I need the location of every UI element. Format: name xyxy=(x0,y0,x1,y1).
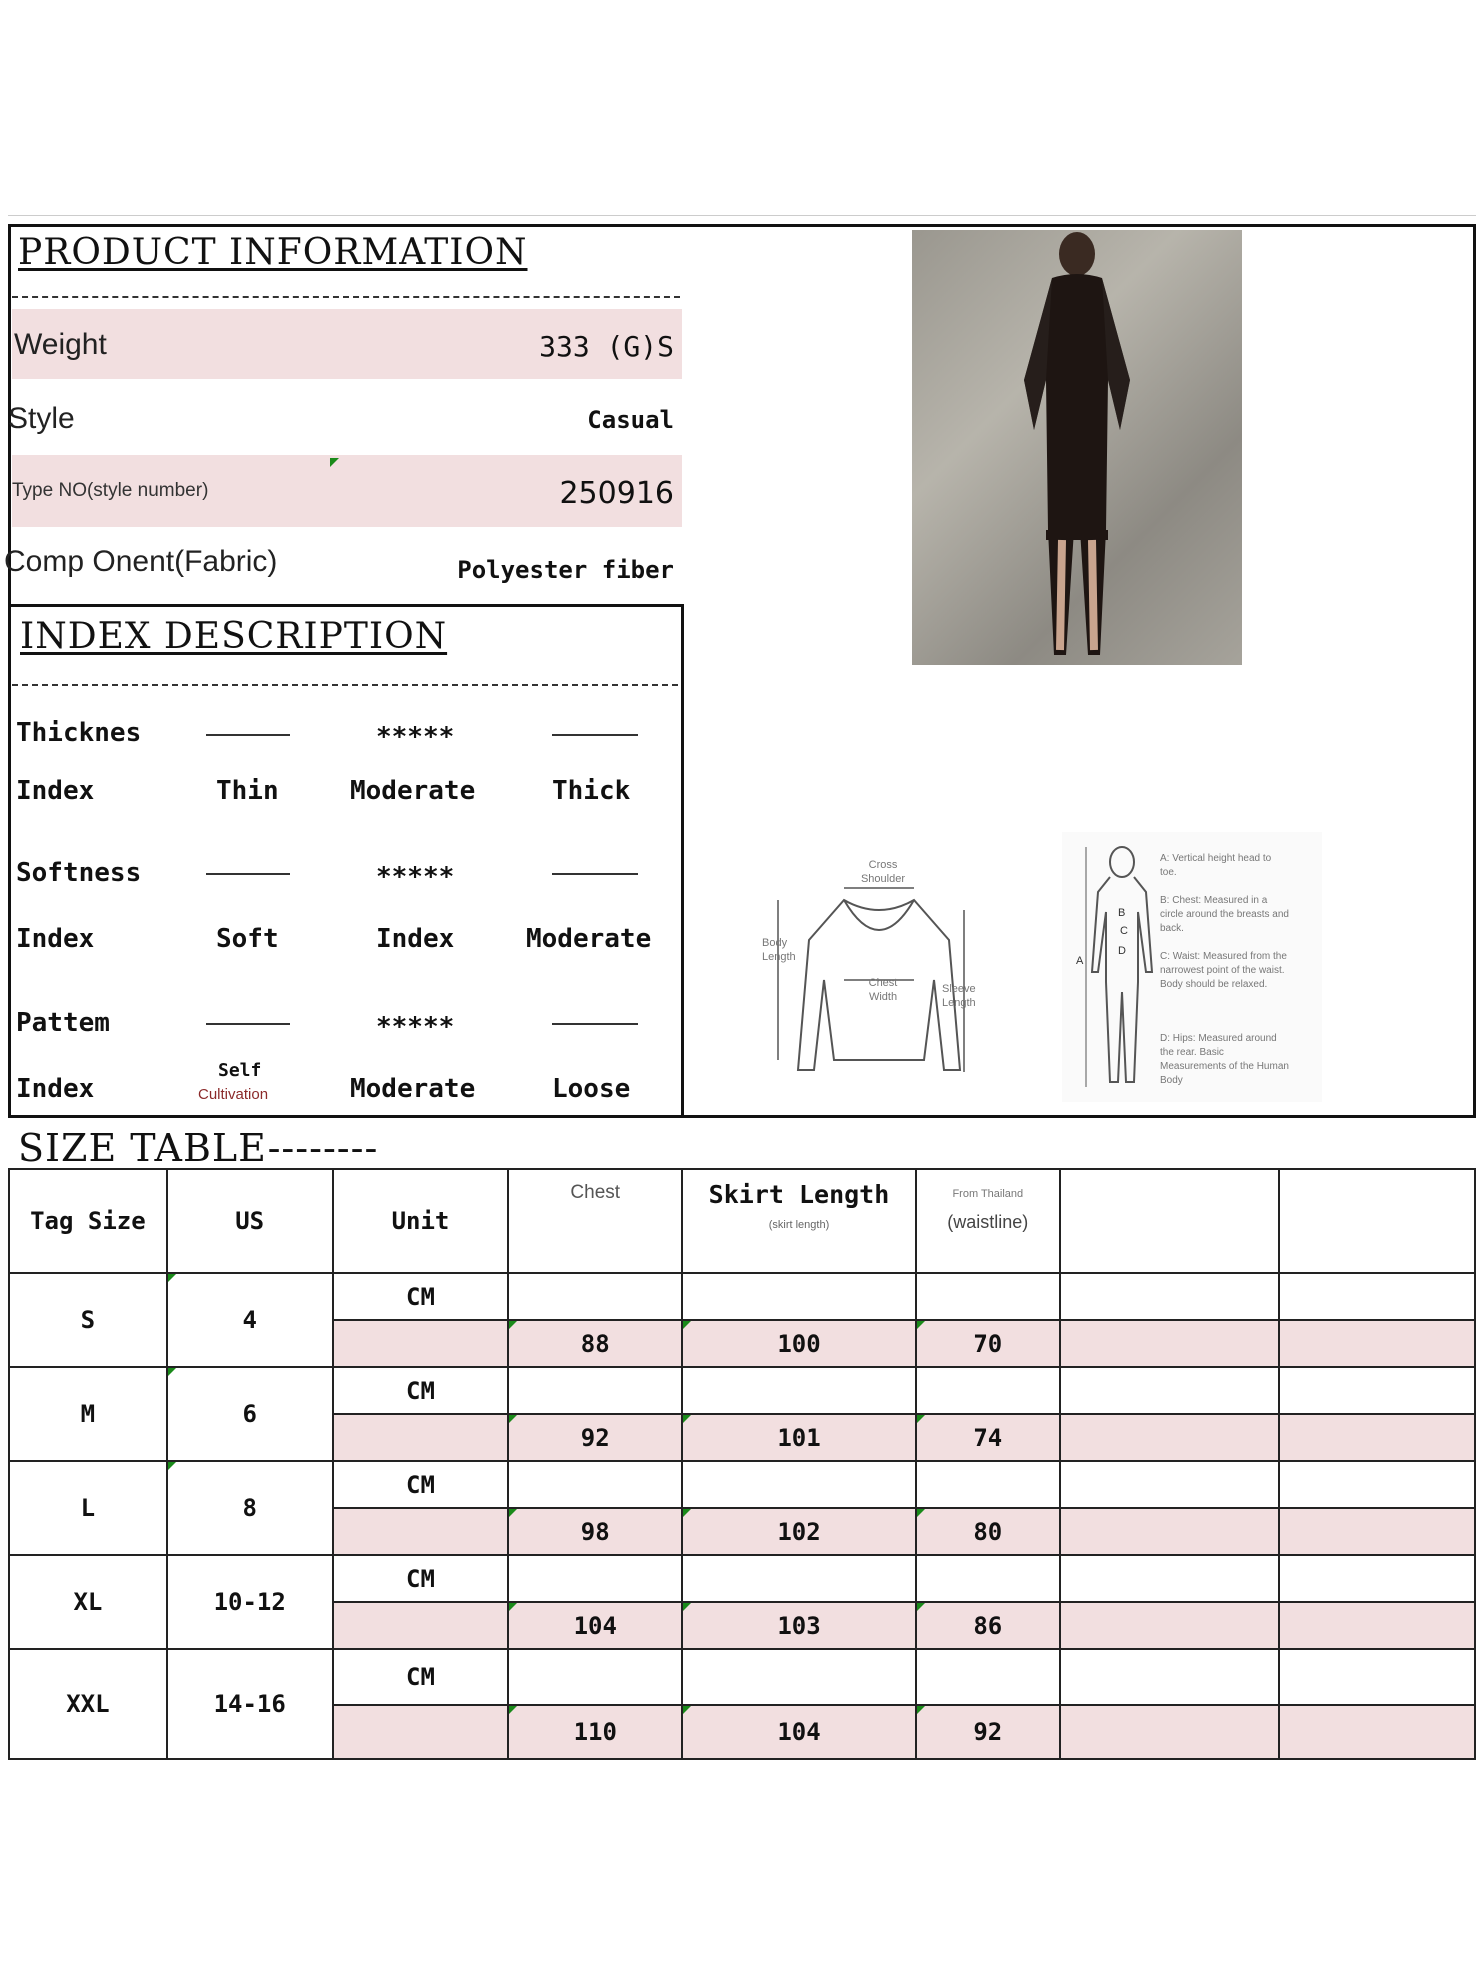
size-row-m-unit xyxy=(9,1367,1475,1414)
pattern-opt-moderate: Moderate xyxy=(350,1074,476,1104)
body-length-label: Body Length xyxy=(762,937,796,963)
softness-line-1 xyxy=(206,873,290,875)
chest-m: 92 xyxy=(508,1414,682,1461)
thickness-stars: ***** xyxy=(376,722,455,752)
thickness-name: Thicknes xyxy=(16,718,142,748)
us-size-xl: 10-12 xyxy=(167,1555,333,1649)
product-photo xyxy=(912,230,1242,665)
fabric-value: Polyester fiber xyxy=(457,556,674,584)
shirt-diagram xyxy=(764,850,994,1080)
waist-s: 70 xyxy=(916,1320,1060,1367)
body-note-d: D: Hips: Measured around the rear. Basic Measurements of the Human Body xyxy=(1160,1033,1289,1086)
tag-size-m: M xyxy=(9,1367,167,1461)
body-label-d: D xyxy=(1118,945,1126,957)
chest-width-label: Chest Width xyxy=(868,977,898,1003)
unit-xl: CM xyxy=(333,1555,509,1602)
us-size-xxl: 14-16 xyxy=(167,1649,333,1759)
tag-size-l: L xyxy=(9,1461,167,1555)
index-divider xyxy=(12,684,678,686)
thickness-opt-moderate: Moderate xyxy=(350,776,476,806)
skirt-xxl: 104 xyxy=(682,1705,916,1759)
us-size-m: 6 xyxy=(167,1367,333,1461)
sleeve-length-label: Sleeve Length xyxy=(942,983,976,1009)
skirt-s: 100 xyxy=(682,1320,916,1367)
chest-xl: 104 xyxy=(508,1602,682,1649)
waist-xl: 86 xyxy=(916,1602,1060,1649)
thickness-opt-thin: Thin xyxy=(216,776,279,806)
pattern-stars: ***** xyxy=(376,1012,455,1042)
softness-index: Index xyxy=(16,924,95,954)
header-us: US xyxy=(167,1169,333,1273)
body-note-a: A: Vertical height head to toe. xyxy=(1160,853,1272,878)
unit-m: CM xyxy=(333,1367,509,1414)
header-waist: (waistline) xyxy=(947,1212,1029,1232)
header-skirt-sub: (skirt length) xyxy=(768,1219,830,1231)
pattern-index: Index xyxy=(16,1074,95,1104)
body-diagram xyxy=(1062,832,1322,1102)
size-row-l-unit xyxy=(9,1461,1475,1508)
us-size-l: 8 xyxy=(167,1461,333,1555)
thickness-opt-thick: Thick xyxy=(552,776,631,806)
softness-opt-index: Index xyxy=(376,924,455,954)
header-empty-2 xyxy=(1279,1169,1475,1273)
model-silhouette-icon xyxy=(912,230,1242,665)
pattern-opt-self-sub: Cultivation xyxy=(198,1086,269,1103)
header-unit: Unit xyxy=(333,1169,509,1273)
pattern-opt-self: Self xyxy=(218,1060,262,1081)
tag-size-s: S xyxy=(9,1273,167,1367)
body-note-b: B: Chest: Measured in a circle around the breasts and back. xyxy=(1160,895,1289,934)
size-table-header xyxy=(9,1169,1475,1273)
unit-xxl: CM xyxy=(333,1649,509,1705)
header-skirt-length xyxy=(682,1169,916,1273)
skirt-m: 101 xyxy=(682,1414,916,1461)
body-label-b: B xyxy=(1118,907,1126,919)
softness-opt-moderate: Moderate xyxy=(526,924,652,954)
chest-xxl: 110 xyxy=(508,1705,682,1759)
weight-label: Weight xyxy=(14,328,107,361)
index-heading: INDEX DESCRIPTION xyxy=(20,616,448,657)
size-table xyxy=(8,1168,1476,1760)
pattern-line-2 xyxy=(552,1023,638,1025)
softness-stars: ***** xyxy=(376,862,455,892)
thickness-line-2 xyxy=(552,734,638,736)
top-rule xyxy=(8,215,1476,216)
chest-l: 98 xyxy=(508,1508,682,1555)
softness-opt-soft: Soft xyxy=(216,924,279,954)
weight-value: 333 (G)S xyxy=(539,330,674,363)
header-waistline xyxy=(916,1169,1060,1273)
size-table-heading: SIZE TABLE-------- xyxy=(18,1126,379,1170)
tag-size-xxl: XXL xyxy=(9,1649,167,1759)
unit-s: CM xyxy=(333,1273,509,1320)
tag-size-xl: XL xyxy=(9,1555,167,1649)
waist-l: 80 xyxy=(916,1508,1060,1555)
product-info-divider xyxy=(12,296,680,298)
size-row-xl-unit xyxy=(9,1555,1475,1602)
pattern-line-1 xyxy=(206,1023,290,1025)
size-row-s-unit xyxy=(9,1273,1475,1320)
header-empty-1 xyxy=(1060,1169,1280,1273)
thickness-line-1 xyxy=(206,734,290,736)
size-row-xxl-unit xyxy=(9,1649,1475,1705)
type-label: Type NO(style number) xyxy=(12,480,209,501)
waist-m: 74 xyxy=(916,1414,1060,1461)
us-size-s: 4 xyxy=(167,1273,333,1367)
style-label: Style xyxy=(8,402,75,435)
fabric-label: Comp Onent(Fabric) xyxy=(4,545,278,578)
style-value: Casual xyxy=(587,406,674,434)
body-label-c: C xyxy=(1120,925,1128,937)
pattern-opt-loose: Loose xyxy=(552,1074,631,1104)
header-tag-size: Tag Size xyxy=(9,1169,167,1273)
green-tick-marker xyxy=(330,458,339,467)
type-value: 250916 xyxy=(559,476,674,511)
header-waist-top: From Thailand xyxy=(952,1188,1024,1200)
softness-line-2 xyxy=(552,873,638,875)
skirt-l: 102 xyxy=(682,1508,916,1555)
unit-l: CM xyxy=(333,1461,509,1508)
skirt-xl: 103 xyxy=(682,1602,916,1649)
body-note-c: C: Waist: Measured from the narrowest point of the waist. Body should be relaxed. xyxy=(1160,951,1287,990)
pattern-name: Pattem xyxy=(16,1008,110,1038)
waist-xxl: 92 xyxy=(916,1705,1060,1759)
header-skirt-title: Skirt Length xyxy=(708,1180,890,1209)
cross-shoulder-label: Cross Shoulder xyxy=(860,859,906,885)
product-info-heading: PRODUCT INFORMATION xyxy=(18,232,528,273)
body-label-a: A xyxy=(1076,955,1084,967)
header-chest: Chest xyxy=(508,1169,682,1273)
chest-s: 88 xyxy=(508,1320,682,1367)
softness-name: Softness xyxy=(16,858,142,888)
thickness-index: Index xyxy=(16,776,95,806)
